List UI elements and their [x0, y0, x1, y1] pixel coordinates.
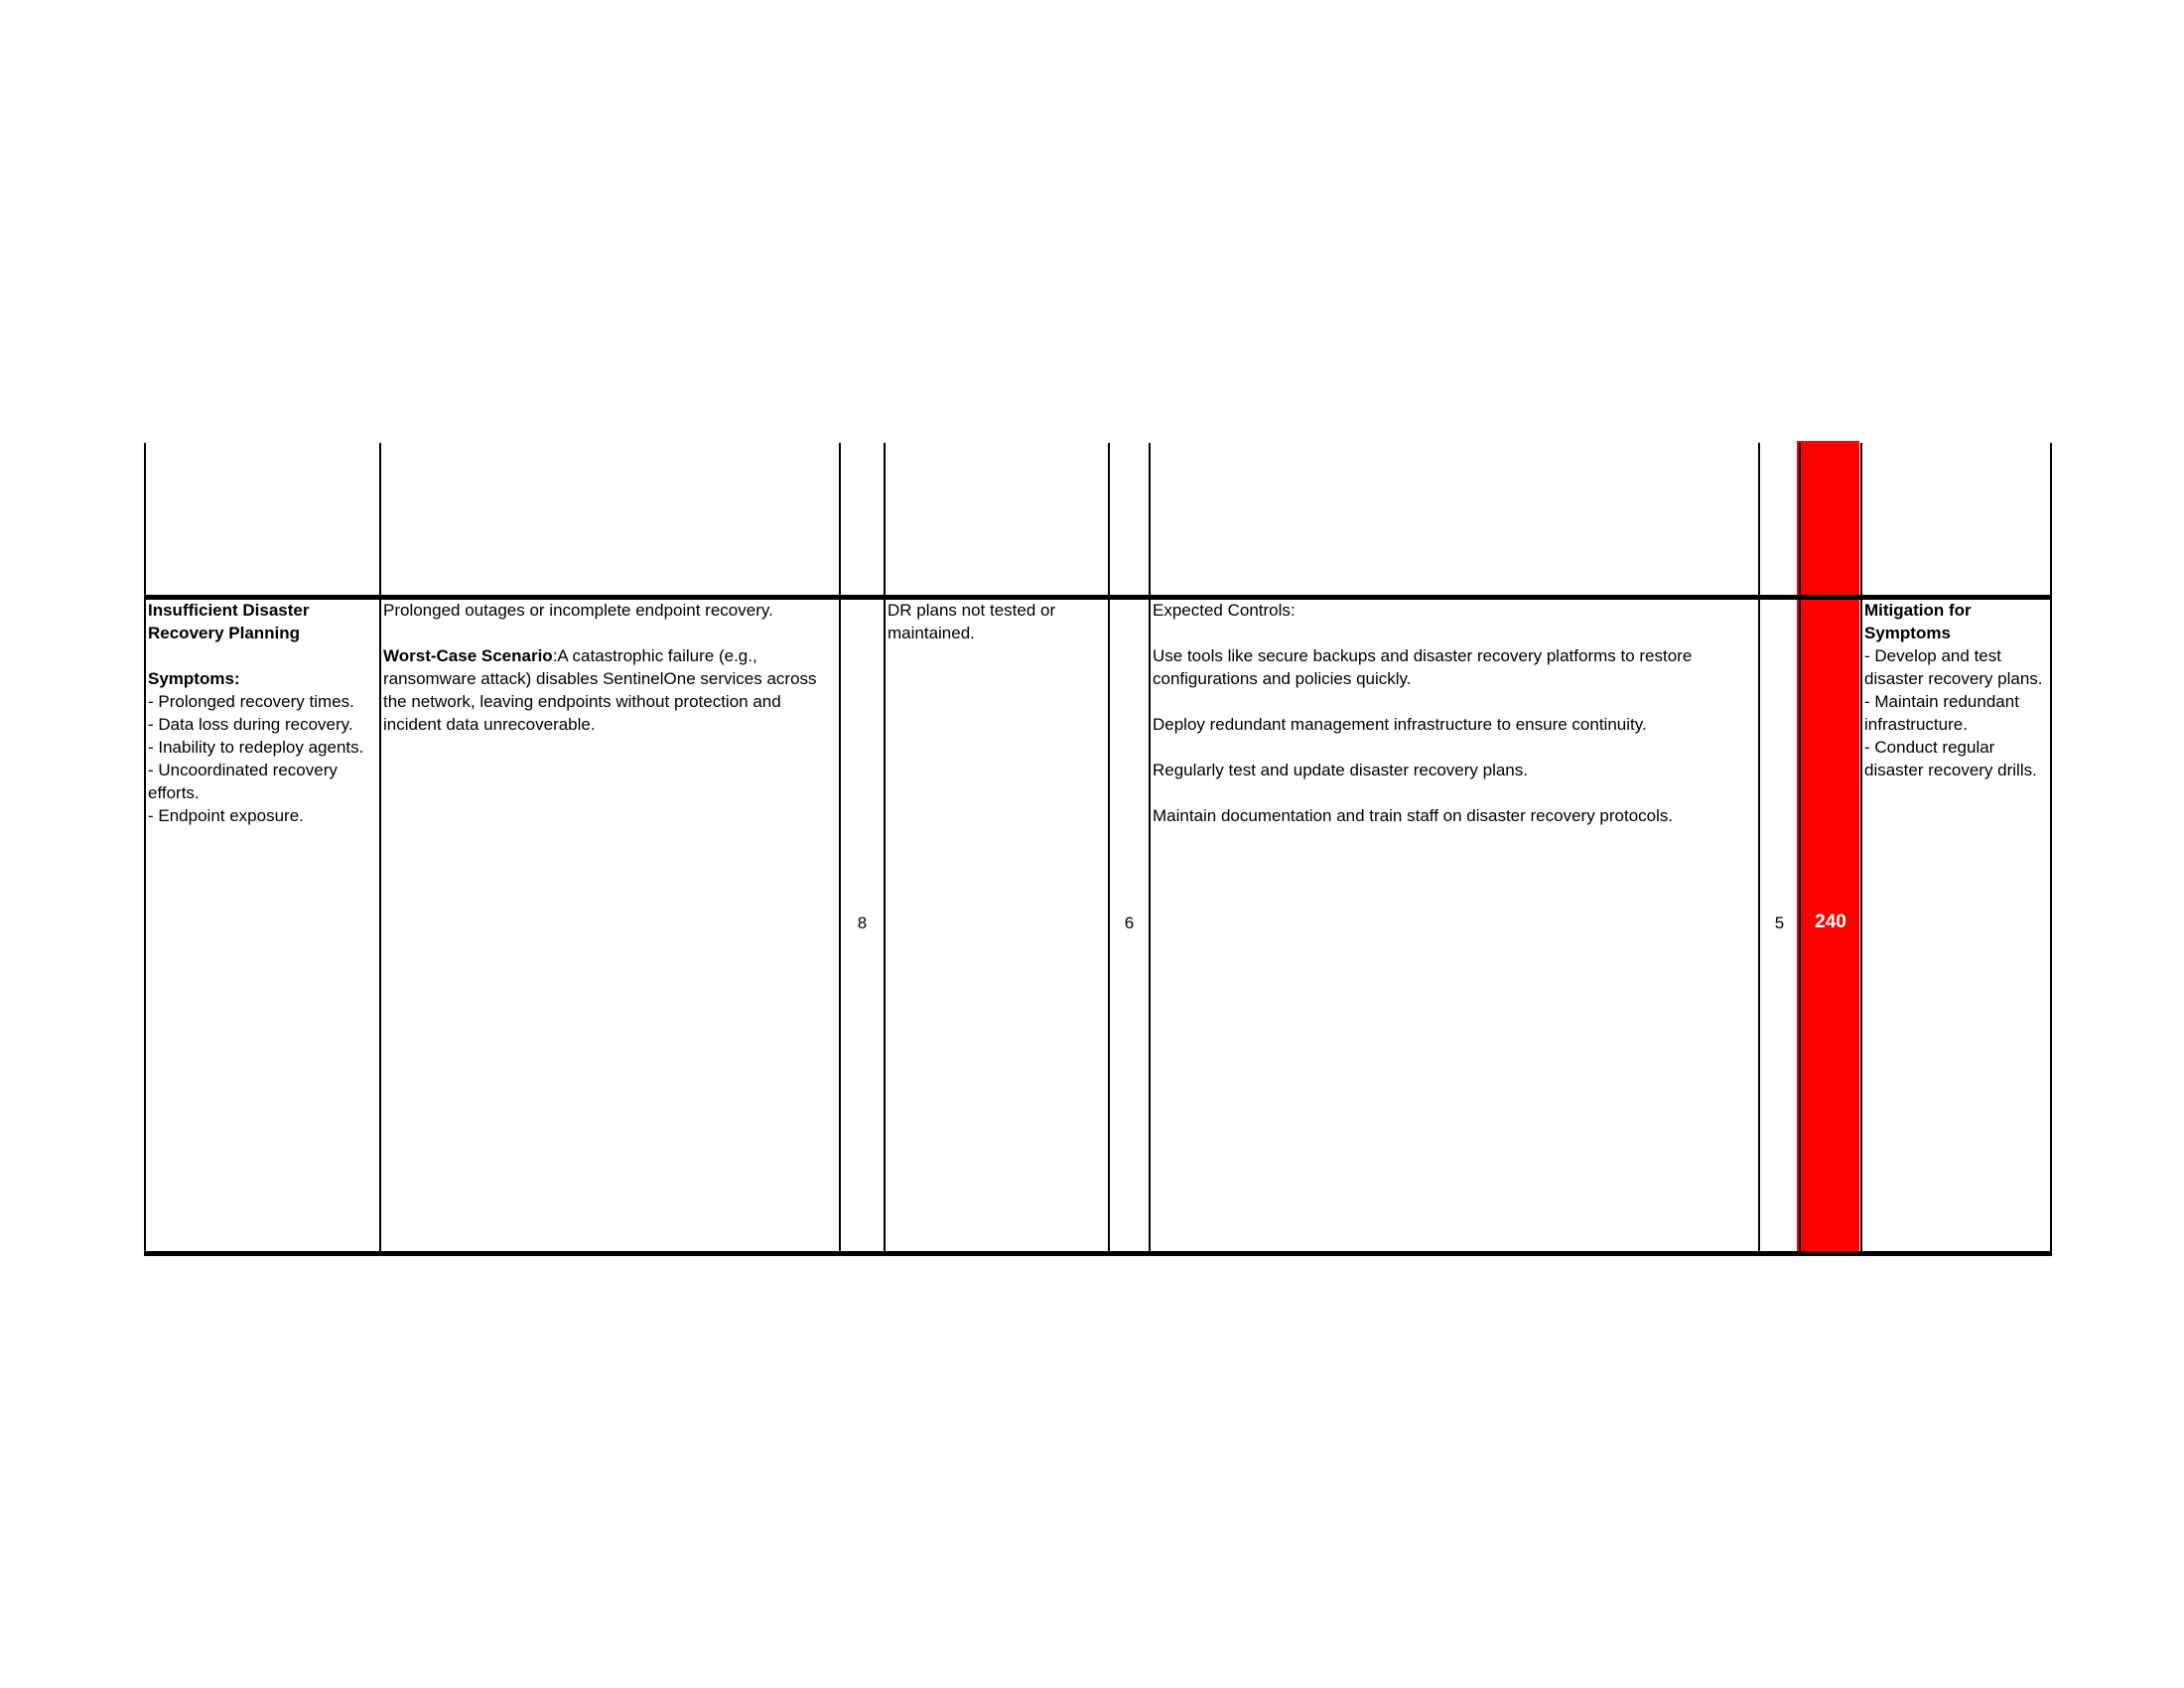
rpn-value: 240 [1815, 912, 1846, 932]
control-item: Regularly test and update disaster recovery plans. [1153, 761, 1528, 779]
control-item: Use tools like secure backups and disaster recovery platforms to restore configurations and policies quickly. [1153, 646, 1693, 688]
symptom-item: - Uncoordinated recovery efforts. [148, 761, 338, 802]
grid-line [144, 443, 146, 1255]
controls-cell [1153, 599, 1754, 827]
detection-value: 5 [1774, 914, 1785, 932]
row-divider-bottom [144, 1251, 2052, 1256]
grid-line [839, 443, 841, 1255]
rpn-high-fill [1797, 441, 1859, 1255]
mitigation-title: Mitigation for Symptoms [1864, 601, 1972, 642]
worst-case-text: :A catastrophic failure (e.g., ransomware attack) disables SentinelOne services across the network, leaving endpoints without protection and incident data unrecoverable. [383, 646, 817, 734]
controls-label: Expected Controls: [1153, 601, 1296, 620]
symptoms-label: Symptoms: [148, 669, 240, 688]
grid-line [884, 443, 886, 1255]
effect-cell [383, 599, 836, 736]
mitigation-item: - Maintain redundant infrastructure. [1864, 692, 2019, 734]
grid-line [1108, 443, 1110, 1255]
worst-case-label: Worst-Case Scenario [383, 646, 553, 665]
mitigation-item: - Develop and test disaster recovery plans. [1864, 646, 2043, 688]
failure-mode-title: Insufficient Disaster Recovery Planning [148, 601, 310, 642]
severity-value: 8 [857, 914, 868, 932]
mitigation-cell [1864, 599, 2048, 781]
grid-line [1860, 443, 1862, 1255]
grid-line [1758, 443, 1760, 1255]
symptom-item: - Prolonged recovery times. [148, 692, 354, 711]
symptom-item: - Inability to redeploy agents. [148, 738, 364, 757]
control-item: Deploy redundant management infrastructure to ensure continuity. [1153, 715, 1647, 734]
grid-line [2050, 443, 2052, 1255]
effect-text: Prolonged outages or incomplete endpoint recovery. [383, 601, 773, 620]
cause-text: DR plans not tested or maintained. [887, 601, 1056, 642]
grid-line [379, 443, 381, 1255]
occurrence-value: 6 [1124, 914, 1135, 932]
failure-mode-cell [148, 599, 376, 827]
control-item: Maintain documentation and train staff on disaster recovery protocols. [1153, 806, 1674, 825]
grid-line [1799, 443, 1801, 1255]
symptom-item: - Data loss during recovery. [148, 715, 353, 734]
mitigation-item: - Conduct regular disaster recovery drills. [1864, 738, 2037, 779]
worst-case-scenario [383, 644, 836, 736]
symptom-item: - Endpoint exposure. [148, 806, 304, 825]
grid-line [1149, 443, 1151, 1255]
